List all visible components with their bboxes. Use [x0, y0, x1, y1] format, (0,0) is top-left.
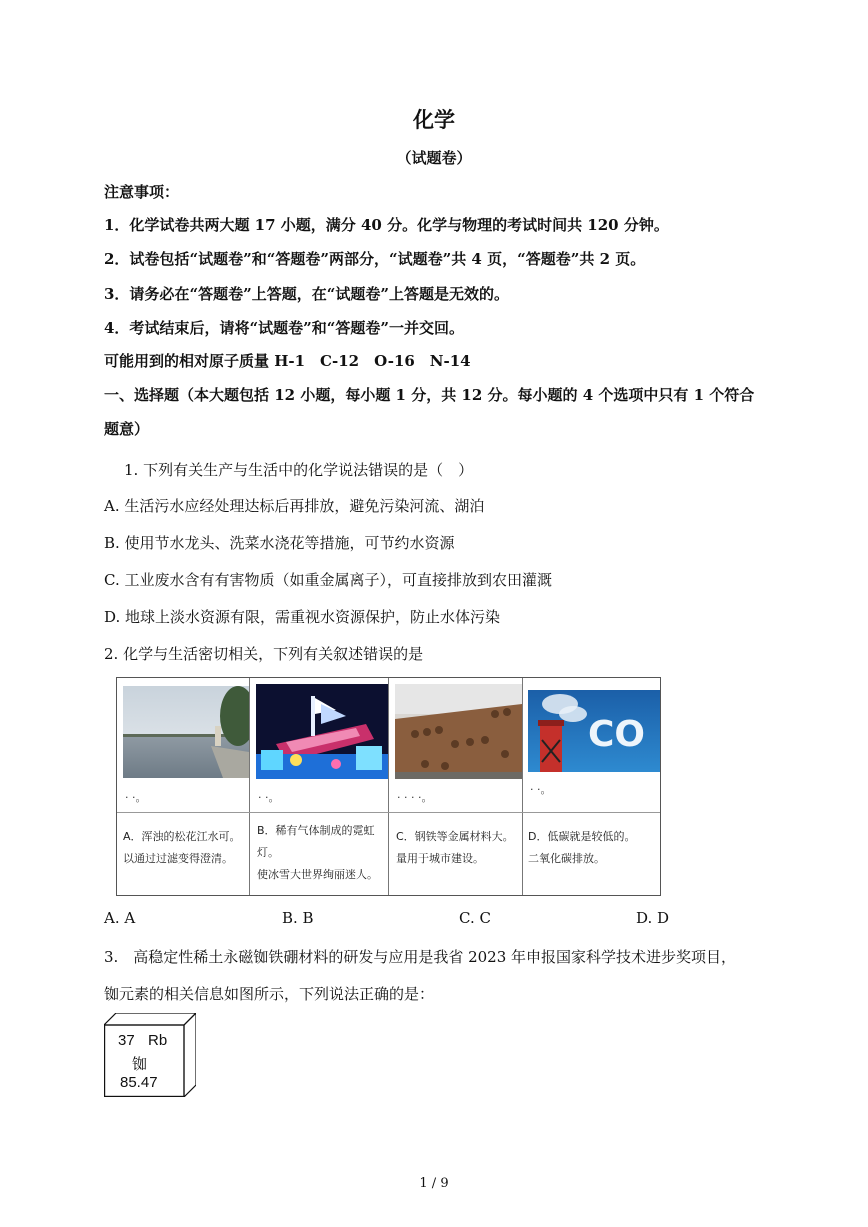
notice-item: 3．请务必在“答题卷”上答题，在“试题卷”上答题是无效的。	[104, 285, 509, 303]
notice-item: 4．考试结束后，请将“试题卷”和“答题卷”一并交回。	[104, 319, 464, 337]
emphasis-dots: · · · ·。	[397, 791, 433, 804]
co-emission-photo	[528, 690, 660, 772]
atomic-mass: 85.47	[120, 1074, 158, 1091]
question-3-stem: 3. 高稳定性稀土永磁铷铁硼材料的研发与应用是我省 2023 年申报国家科学技术进步奖项目，	[104, 948, 737, 966]
emphasis-dots: · ·。	[530, 783, 552, 796]
cell-d-text: D．低碳就是较低的。 二氧化碳排放。	[528, 830, 636, 865]
atomic-mass-line: 可能用到的相对原子质量 H-1 C-12 O-16 N-14	[104, 352, 471, 370]
question-3-stem-cont: 铷元素的相关信息如图所示，下列说法正确的是：	[104, 985, 435, 1003]
question-1-option-c: C. 工业废水含有有害物质（如重金属离子），可直接排放到农田灌溉	[104, 571, 552, 589]
notice-heading: 注意事项：	[104, 183, 180, 201]
page-subtitle: （试题卷）	[396, 149, 472, 167]
co-text: CO	[588, 714, 646, 755]
cell-a-text: A．浑浊的松花江水可。 以通过过滤变得澄清。	[123, 830, 241, 865]
notice-item: 1．化学试卷共两大题 17 小题，满分 40 分。化学与物理的考试时间共 120 分钟。	[104, 216, 669, 234]
atomic-number: 37	[118, 1032, 135, 1049]
steel-pipes-photo	[395, 684, 522, 779]
rubidium-element-card	[104, 1013, 196, 1097]
answer-option-b: B. B	[282, 909, 314, 927]
cell-b-text: B．稀有气体制成的霓虹 灯。 使冰雪大世界绚丽迷人。	[257, 824, 378, 881]
question-2-table	[116, 677, 661, 896]
answer-option-c: C. C	[459, 909, 491, 927]
section-heading: 一、选择题（本大题包括 12 小题，每小题 1 分，共 12 分。每小题的 4 个选项中只有 1 个符合	[104, 386, 755, 404]
element-symbol: Rb	[148, 1032, 168, 1049]
neon-lights-photo	[256, 684, 388, 779]
page-number: 1 / 9	[419, 1176, 449, 1191]
answer-option-d: D. D	[636, 909, 670, 927]
emphasis-dots: · ·。	[125, 791, 147, 804]
element-name: 铷	[132, 1056, 148, 1073]
cell-c-text: C．钢铁等金属材料大。 量用于城市建设。	[396, 830, 514, 865]
emphasis-dots: · ·。	[258, 791, 280, 804]
answer-option-a: A. A	[104, 909, 136, 927]
river-photo	[123, 686, 249, 778]
question-1-stem: 1. 下列有关生产与生活中的化学说法错误的是（ ）	[124, 461, 474, 479]
question-1-option-b: B. 使用节水龙头、洗菜水浇花等措施，可节约水资源	[104, 534, 455, 552]
question-1-option-d: D. 地球上淡水资源有限，需重视水资源保护，防止水体污染	[104, 608, 501, 626]
page-title: 化学	[413, 107, 455, 132]
question-1-option-a: A. 生活污水应经处理达标后再排放，避免污染河流、湖泊	[104, 497, 485, 515]
notice-item: 2．试卷包括“试题卷”和“答题卷”两部分，“试题卷”共 4 页，“答题卷”共 2 页。	[104, 250, 646, 268]
section-heading-cont: 题意）	[104, 420, 150, 438]
question-2-stem: 2. 化学与生活密切相关，下列有关叙述错误的是	[104, 645, 424, 663]
